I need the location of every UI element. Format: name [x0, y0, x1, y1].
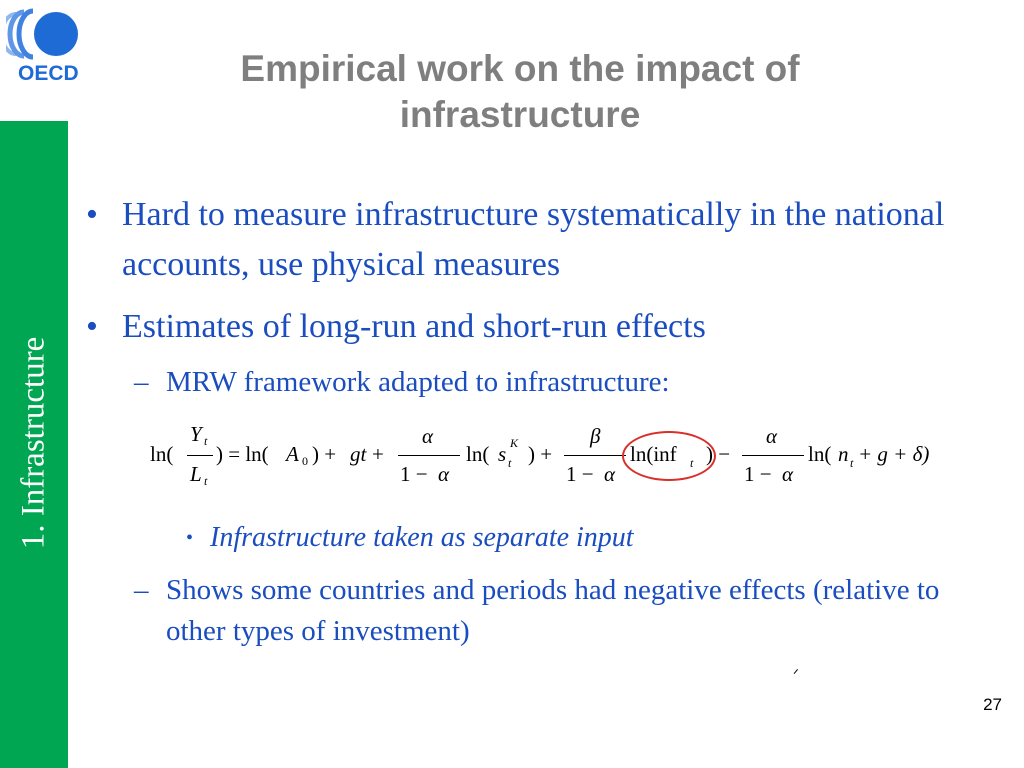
- eq-ln-n: ln(: [808, 442, 832, 466]
- eq-y-sub: t: [204, 434, 208, 448]
- eq-alpha-num: α: [422, 424, 434, 448]
- section-label: 1. Infrastructure: [15, 336, 52, 550]
- eq-y: Y: [190, 422, 202, 446]
- eq-fraction-bar: [564, 455, 626, 456]
- eq-l-sub: t: [204, 474, 208, 488]
- eq-fraction-bar: [187, 455, 213, 456]
- eq-s: s: [498, 442, 507, 466]
- eq-alpha-den: α: [438, 462, 450, 486]
- eq-close-minus: ) −: [706, 442, 731, 466]
- sub-bullet-text: MRW framework adapted to infrastructure:: [166, 366, 670, 398]
- oecd-logo: [6, 6, 82, 86]
- sub-bullet-mark: –: [134, 366, 149, 398]
- sub-sub-bullet-mark: •: [186, 527, 194, 549]
- eq-g-delta: + g + δ): [858, 442, 930, 466]
- eq-n-sub: t: [850, 456, 854, 470]
- eq-ln-s: ln(: [466, 442, 490, 466]
- eq-after-a: ) +: [312, 442, 337, 466]
- eq-plus: +: [372, 442, 384, 466]
- bullet-text: Estimates of long-run and short-run effects: [122, 308, 706, 345]
- eq-fraction-bar: [742, 455, 804, 456]
- bullet-text: Hard to measure infrastructure systematically in the national accounts, use physical measures: [122, 196, 945, 283]
- eq-gt: gt: [350, 442, 367, 466]
- slide-title: Empirical work on the impact of infrastructure: [240, 48, 800, 135]
- stray-mark: ᐟ: [793, 668, 799, 683]
- eq-s-sub: t: [508, 456, 512, 470]
- eq-eq-ln: ) = ln(: [216, 442, 269, 466]
- eq-a-sub: 0: [302, 454, 308, 468]
- bullet-mark: •: [86, 196, 98, 233]
- eq-n: n: [838, 442, 849, 466]
- page-number: 27: [983, 695, 1002, 714]
- eq-one-minus: 1 −: [400, 462, 428, 486]
- eq-beta-num: β: [590, 424, 601, 448]
- sub-sub-bullet-text: Infrastructure taken as separate input: [210, 522, 634, 553]
- oecd-logo-text: OECD: [18, 62, 79, 85]
- eq-alpha-den: α: [782, 462, 794, 486]
- bullet-mark: •: [86, 308, 98, 345]
- eq-one-minus: 1 −: [566, 462, 594, 486]
- sub-bullet-text: Shows some countries and periods had negative effects (relative to other types of investment): [166, 574, 940, 647]
- eq-inf-sub: t: [690, 456, 694, 470]
- eq-ln-open: ln(: [150, 442, 174, 466]
- eq-s-sup: K: [510, 436, 519, 450]
- mrw-equation: [150, 418, 970, 496]
- eq-alpha-den: α: [604, 462, 616, 486]
- oecd-globe-icon: [6, 6, 82, 62]
- inf-highlight-ellipse: [622, 431, 716, 481]
- eq-l: L: [190, 462, 202, 486]
- eq-alpha-num: α: [766, 424, 778, 448]
- eq-close-plus: ) +: [528, 442, 553, 466]
- eq-one-minus: 1 −: [744, 462, 772, 486]
- eq-ln-inf: ln(inf: [630, 442, 677, 466]
- eq-a: A: [286, 442, 299, 466]
- sub-bullet-mark: –: [134, 574, 149, 606]
- eq-fraction-bar: [398, 455, 460, 456]
